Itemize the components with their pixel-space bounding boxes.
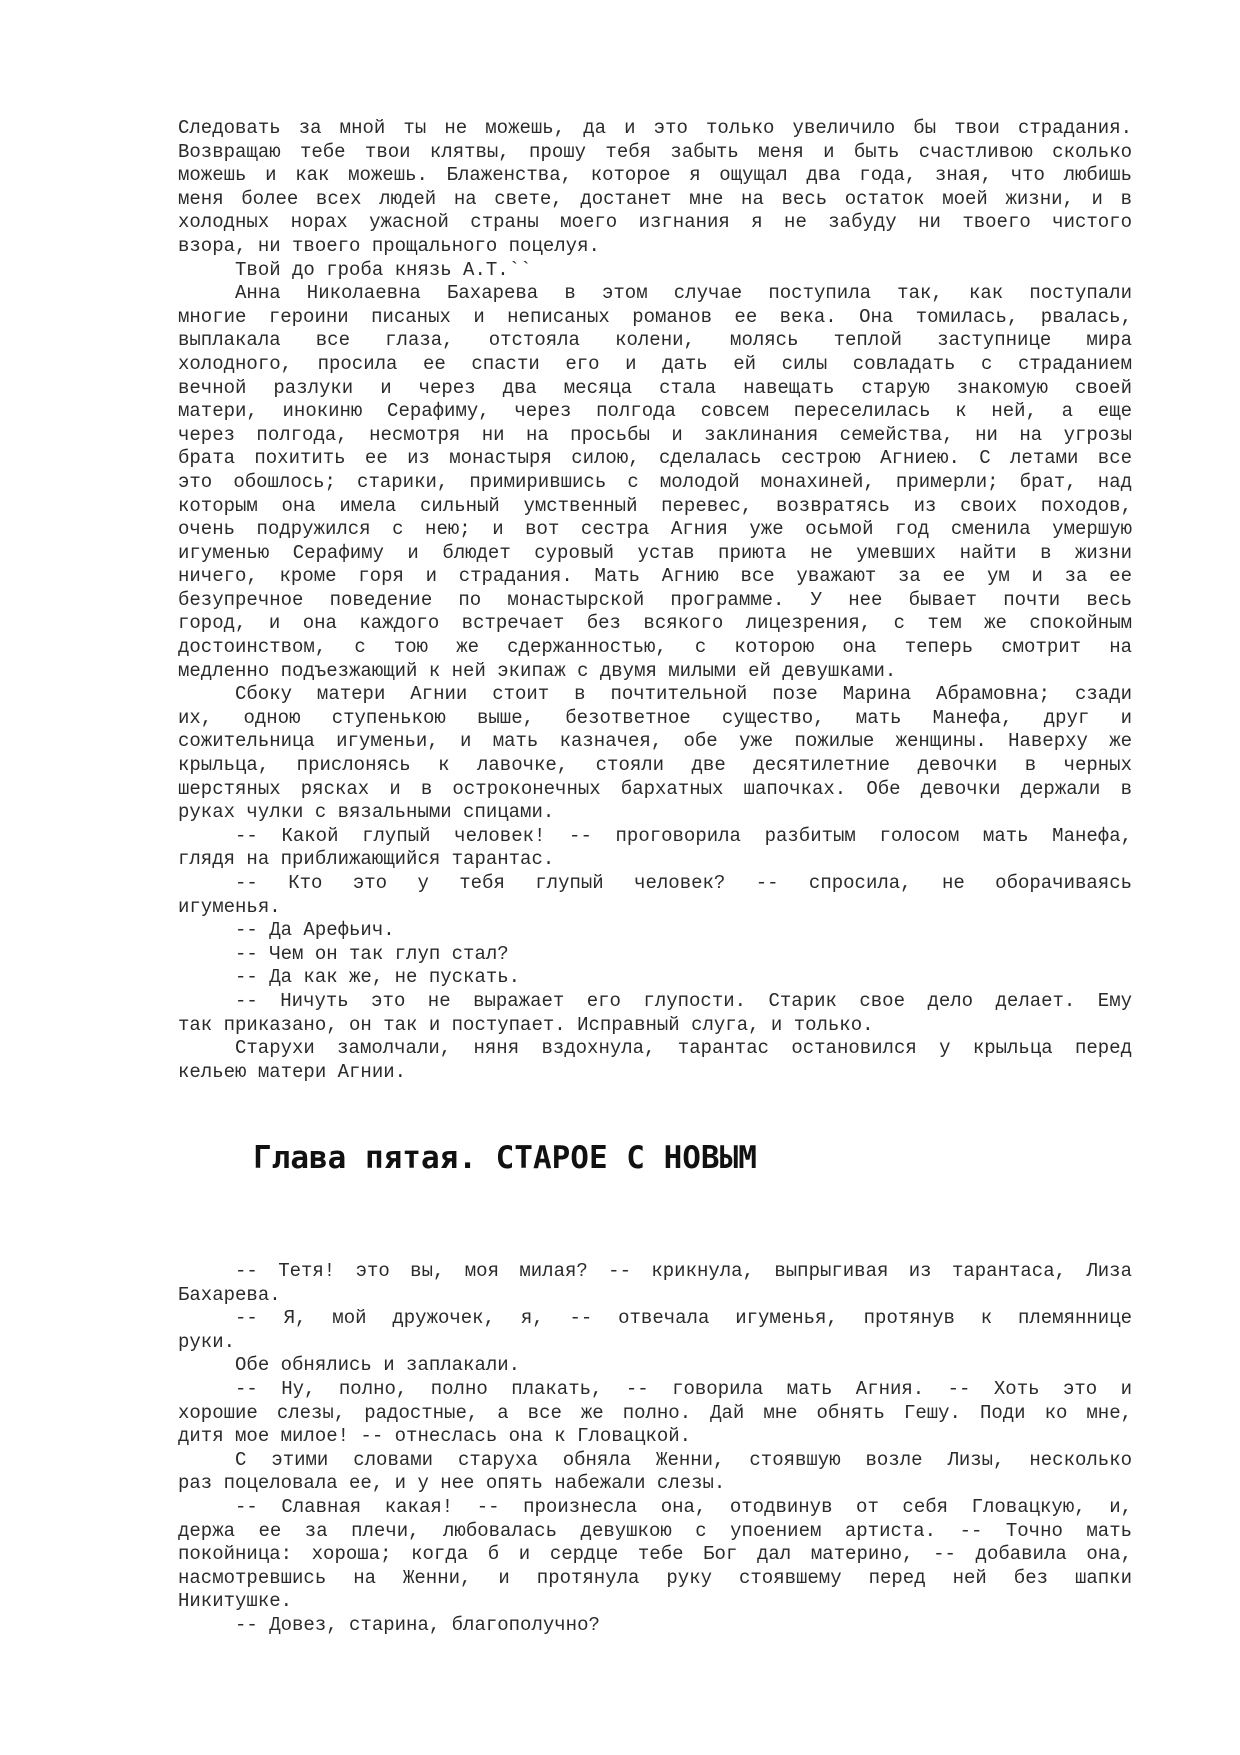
text-line: это обошлось; старики, примирившись с молодой монахиней, примерли; брат, над bbox=[178, 470, 1132, 493]
text-line: -- Тетя! это вы, моя милая? -- крикнула, выпрыгивая из тарантаса, Лиза bbox=[235, 1260, 1132, 1282]
text-line: раз поцеловала ее, и у нее опять набежали слезы. bbox=[178, 1472, 726, 1495]
text-line: -- Славная какая! -- произнесла она, отодвинув от себя Гловацкую, и, bbox=[235, 1495, 1132, 1518]
text-line: брата похитить ее из монастыря силою, сделалась сестрою Агниею. С летами все bbox=[178, 447, 1132, 470]
text-line: -- Ничуть это не выражает его глупости. Старик свое дело делает. Ему bbox=[235, 989, 1132, 1012]
text-block-top bbox=[178, 117, 1132, 1084]
text-line: можешь и как можешь. Блаженства, которое я ощущал два года, зная, что любишь bbox=[178, 164, 1132, 187]
text-line: Возвращаю тебе твои клятвы, прошу тебя забыть меня и быть счастливою сколько bbox=[178, 140, 1132, 163]
text-line: многие героини писаных и неписаных романов ее века. Она томилась, рвалась, bbox=[178, 305, 1132, 328]
text-line: холодного, просила ее спасти его и дать ей силы совладать с страданием bbox=[178, 352, 1132, 375]
text-line: взора, ни твоего прощального поцелуя. bbox=[178, 234, 600, 257]
text-line: их, одною ступенькою выше, безответное существо, мать Манефа, друг и bbox=[178, 706, 1132, 729]
text-line: шерстяных рясках и в остроконечных бархатных шапочках. Обе девочки держали в bbox=[178, 777, 1132, 800]
text-line: -- Да Арефьич. bbox=[178, 919, 395, 942]
text-line: холодных норах ужасной страны моего изгнания я не забуду ни твоего чистого bbox=[178, 211, 1132, 234]
text-line: руках чулки с вязальными спицами. bbox=[178, 801, 555, 824]
text-line: -- Какой глупый человек! -- проговорила разбитым голосом мать Манефа, bbox=[235, 824, 1132, 847]
text-line: достоинством, с тою же сдержанностью, с которою она теперь смотрит на bbox=[178, 636, 1132, 659]
text-line: сожительница игуменьи, и мать казначея, обе уже пожилые женщины. Наверху же bbox=[178, 730, 1132, 753]
text-line: -- Чем он так глуп стал? bbox=[178, 942, 509, 965]
text-line: держа ее за плечи, любовалась девушкою с упоением артиста. -- Точно мать bbox=[178, 1519, 1132, 1542]
text-line: меня более всех людей на свете, достанет мне на весь остаток моей жизни, и в bbox=[178, 187, 1132, 210]
text-line: безупречное поведение по монастырской программе. У нее бывает почти весь bbox=[178, 588, 1132, 611]
text-line: которым она имела сильный умственный перевес, возвратясь из своих походов, bbox=[178, 494, 1132, 517]
text-line: через полгода, несмотря ни на просьбы и заклинания семейства, ни на угрозы bbox=[178, 423, 1132, 446]
text-line: Никитушке. bbox=[178, 1590, 293, 1613]
text-line: дитя мое милое! -- отнеслась она к Гловацкой. bbox=[178, 1425, 692, 1448]
text-line: -- Кто это у тебя глупый человек? -- спросила, не оборачиваясь bbox=[235, 872, 1132, 894]
text-line: -- Ну, полно, полно плакать, -- говорила мать Агния. -- Хоть это и bbox=[235, 1377, 1132, 1400]
text-block-bottom bbox=[178, 1260, 1132, 1638]
text-line: -- Да как же, не пускать. bbox=[178, 966, 521, 989]
chapter-title: Глава пятая. СТАРОЕ С НОВЫМ bbox=[253, 1140, 757, 1176]
text-line: -- Довез, старина, благополучно? bbox=[178, 1613, 600, 1636]
text-line: игуменью Серафиму и блюдет суровый устав приюта не умевших найти в жизни bbox=[178, 541, 1132, 564]
text-line: крыльца, прислонясь к лавочке, стояли две десятилетние девочки в черных bbox=[178, 754, 1132, 777]
text-line: выплакала все глаза, отстояла колени, молясь теплой заступнице мира bbox=[178, 329, 1132, 352]
text-line: хорошие слезы, радостные, а все же полно. Дай мне обнять Гешу. Поди ко мне, bbox=[178, 1401, 1132, 1424]
text-line: руки. bbox=[178, 1330, 236, 1353]
text-line: Твой до гроба князь А.Т.`` bbox=[178, 258, 532, 281]
text-line: Сбоку матери Агнии стоит в почтительной позе Марина Абрамовна; сзади bbox=[235, 683, 1132, 706]
text-line: игуменья. bbox=[178, 895, 281, 918]
text-line: матери, инокиню Серафиму, через полгода совсем переселилась к ней, а еще bbox=[178, 400, 1132, 423]
text-line: глядя на приближающийся тарантас. bbox=[178, 848, 555, 871]
text-line: медленно подъезжающий к ней экипаж с двумя милыми ей девушками. bbox=[178, 659, 897, 682]
text-line: Обе обнялись и заплакали. bbox=[178, 1354, 521, 1377]
text-line: -- Я, мой дружочек, я, -- отвечала игуменья, протянув к племяннице bbox=[235, 1307, 1132, 1330]
text-line: покойница: хороша; когда б и сердце тебе Бог дал материно, -- добавила она, bbox=[178, 1543, 1132, 1566]
text-line: насмотревшись на Женни, и протянула руку стоявшему перед ней без шапки bbox=[178, 1566, 1132, 1589]
text-line: Анна Николаевна Бахарева в этом случае поступила так, как поступали bbox=[235, 282, 1132, 305]
text-line: кельею матери Агнии. bbox=[178, 1060, 407, 1083]
text-line: вечной разлуки и через два месяца стала навещать старую знакомую своей bbox=[178, 376, 1132, 399]
text-line: Старухи замолчали, няня вздохнула, тарантас остановился у крыльца перед bbox=[235, 1037, 1132, 1060]
text-line: Бахарева. bbox=[178, 1283, 281, 1306]
text-line: очень подружился с нею; и вот сестра Агния уже осьмой год сменила умершую bbox=[178, 518, 1132, 541]
text-line: город, и она каждого встречает без всякого лицезрения, с тем же спокойным bbox=[178, 612, 1132, 635]
text-line: так приказано, он так и поступает. Исправный слуга, и только. bbox=[178, 1013, 874, 1036]
text-line: Следовать за мной ты не можешь, да и это только увеличило бы твои страдания. bbox=[178, 117, 1132, 139]
text-line: ничего, кроме горя и страдания. Мать Агнию все уважают за ее ум и за ее bbox=[178, 565, 1132, 588]
text-line: С этими словами старуха обняла Женни, стоявшую возле Лизы, несколько bbox=[235, 1448, 1132, 1471]
